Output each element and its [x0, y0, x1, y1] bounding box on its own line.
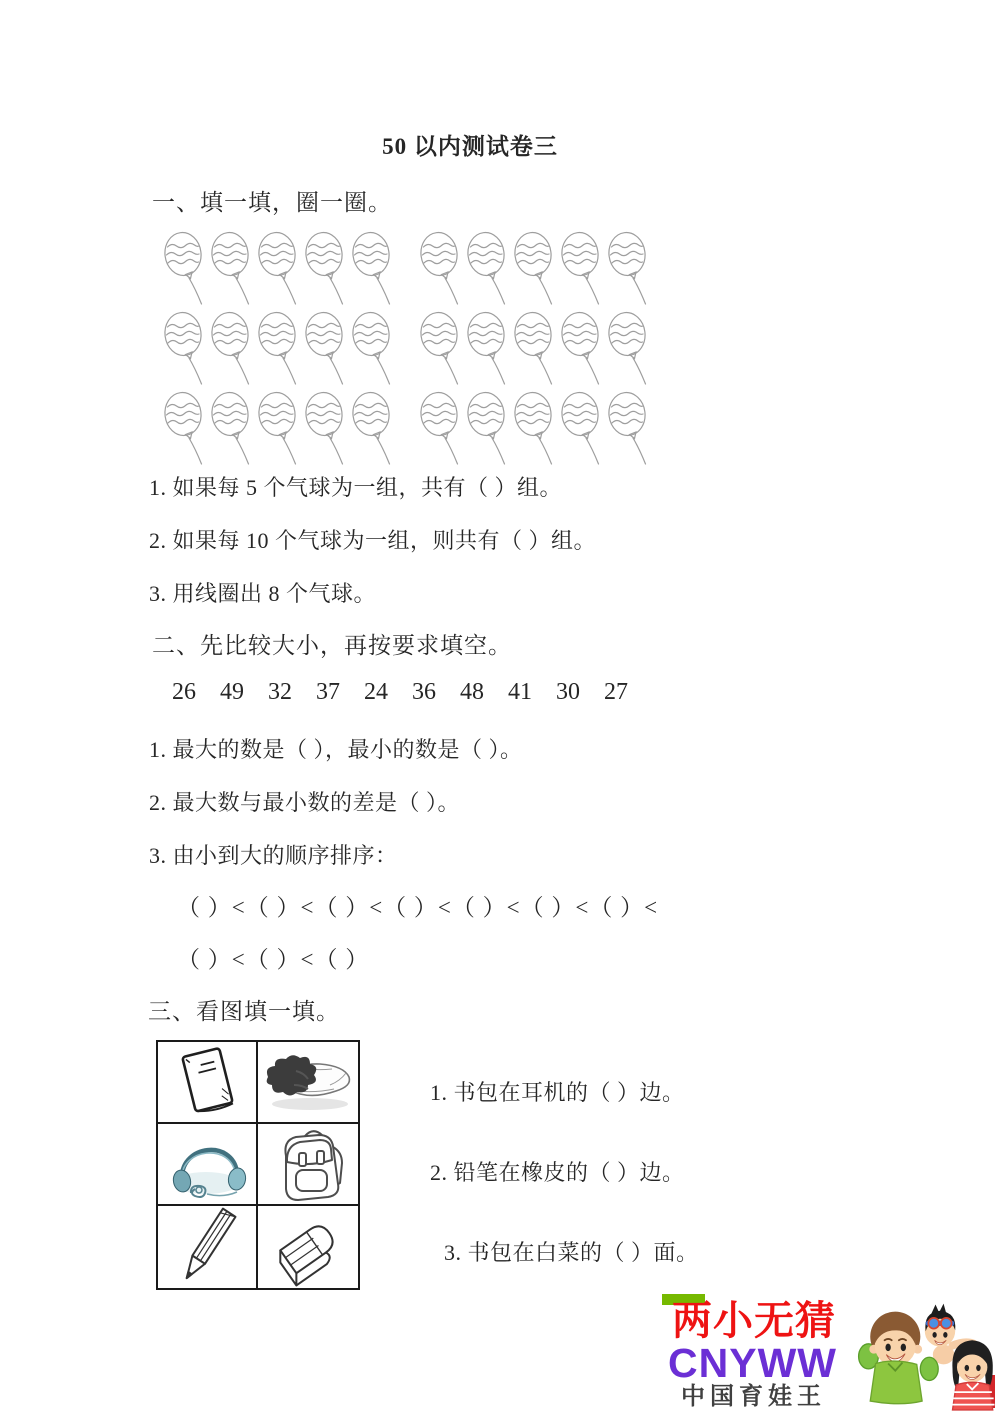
balloon-icon: [210, 231, 254, 307]
balloon-icon: [163, 231, 207, 307]
number: 30: [556, 679, 580, 705]
woman: [952, 1340, 994, 1410]
balloon-icon: [419, 231, 463, 307]
balloon-group: [163, 311, 395, 387]
balloon-icon: [466, 311, 510, 387]
backpack-image: [262, 1124, 354, 1206]
balloon-icon: [163, 311, 207, 387]
balloon-group: [419, 311, 651, 387]
section1-heading: 一、填一填，圈一圈。: [152, 190, 392, 215]
watermark: [655, 1292, 1000, 1414]
section1-question-3: 3. 用线圈出 8 个气球。: [149, 581, 377, 606]
balloon-group: [419, 391, 651, 467]
number: 48: [460, 679, 484, 705]
number: 32: [268, 679, 292, 705]
section3-question-2: 2. 铅笔在橡皮的（ ）边。: [430, 1160, 685, 1185]
section1-question-2: 2. 如果每 10 个气球为一组，则共有（ ）组。: [149, 528, 597, 553]
section3-question-3: 3. 书包在白菜的（ ）面。: [444, 1240, 699, 1265]
balloon-icon: [257, 231, 301, 307]
pencil-cell: [158, 1206, 258, 1288]
family-cartoon-icon: [847, 1294, 999, 1414]
ordering-line-2: （ ）<（ ）<（ ）: [177, 947, 370, 972]
section2-heading: 二、先比较大小，再按要求填空。: [152, 633, 512, 658]
balloon-icon: [163, 391, 207, 467]
balloon-icon: [351, 391, 395, 467]
balloon-group: [419, 231, 651, 307]
balloon-icon: [419, 311, 463, 387]
balloon-icon: [466, 391, 510, 467]
backpack-cell: [258, 1124, 358, 1206]
number: 41: [508, 679, 532, 705]
cabbage-image: [260, 1046, 356, 1118]
eraser-image: [262, 1206, 354, 1288]
ordering-line-1: （ ）<（ ）<（ ）<（ ）<（ ）<（ ）<（ ）<: [177, 895, 659, 920]
balloon-icon: [607, 391, 651, 467]
pencil-image: [161, 1206, 253, 1288]
number: 49: [220, 679, 244, 705]
balloon-group: [163, 231, 395, 307]
balloon-icon: [560, 231, 604, 307]
watermark-brand-en: CNYWW: [668, 1340, 837, 1386]
balloon-icon: [560, 311, 604, 387]
balloon-icon: [560, 391, 604, 467]
cabbage-cell: [258, 1042, 358, 1124]
headphones-cell: [158, 1124, 258, 1206]
section2-question-2: 2. 最大数与最小数的差是（ ）。: [149, 790, 461, 815]
balloon-group: [163, 391, 395, 467]
number: 36: [412, 679, 436, 705]
balloon-icon: [513, 231, 557, 307]
number: 26: [172, 679, 196, 705]
picture-table: [156, 1040, 360, 1290]
number: 27: [604, 679, 628, 705]
watermark-tagline: 中国育娃王: [681, 1383, 826, 1410]
section2-question-1: 1. 最大的数是（ ），最小的数是（ ）。: [149, 737, 523, 762]
watermark-brand-cn: 两小无猜: [672, 1299, 836, 1343]
headphones-image: [159, 1125, 255, 1203]
balloon-icon: [304, 311, 348, 387]
number: 37: [316, 679, 340, 705]
balloon-icon: [419, 391, 463, 467]
number-list: [172, 679, 628, 706]
balloon-icon: [607, 231, 651, 307]
section3-heading: 三、看图填一填。: [148, 999, 340, 1024]
balloon-icon: [513, 311, 557, 387]
eraser-cell: [258, 1206, 358, 1288]
page-title: 50 以内测试卷三: [382, 134, 558, 159]
balloon-icon: [607, 311, 651, 387]
balloon-icon: [304, 391, 348, 467]
section2-question-3: 3. 由小到大的顺序排序：: [149, 843, 398, 868]
balloon-icon: [257, 311, 301, 387]
notebook-image: [159, 1042, 255, 1122]
number: 24: [364, 679, 388, 705]
notebook-cell: [158, 1042, 258, 1124]
balloon-icon: [304, 231, 348, 307]
balloon-icon: [466, 231, 510, 307]
balloon-icon: [351, 311, 395, 387]
section1-question-1: 1. 如果每 5 个气球为一组，共有（ ）组。: [149, 475, 563, 500]
balloon-icon: [210, 391, 254, 467]
section3-question-1: 1. 书包在耳机的（ ）边。: [430, 1080, 685, 1105]
balloon-icon: [513, 391, 557, 467]
balloon-icon: [351, 231, 395, 307]
balloon-icon: [257, 391, 301, 467]
balloon-icon: [210, 311, 254, 387]
